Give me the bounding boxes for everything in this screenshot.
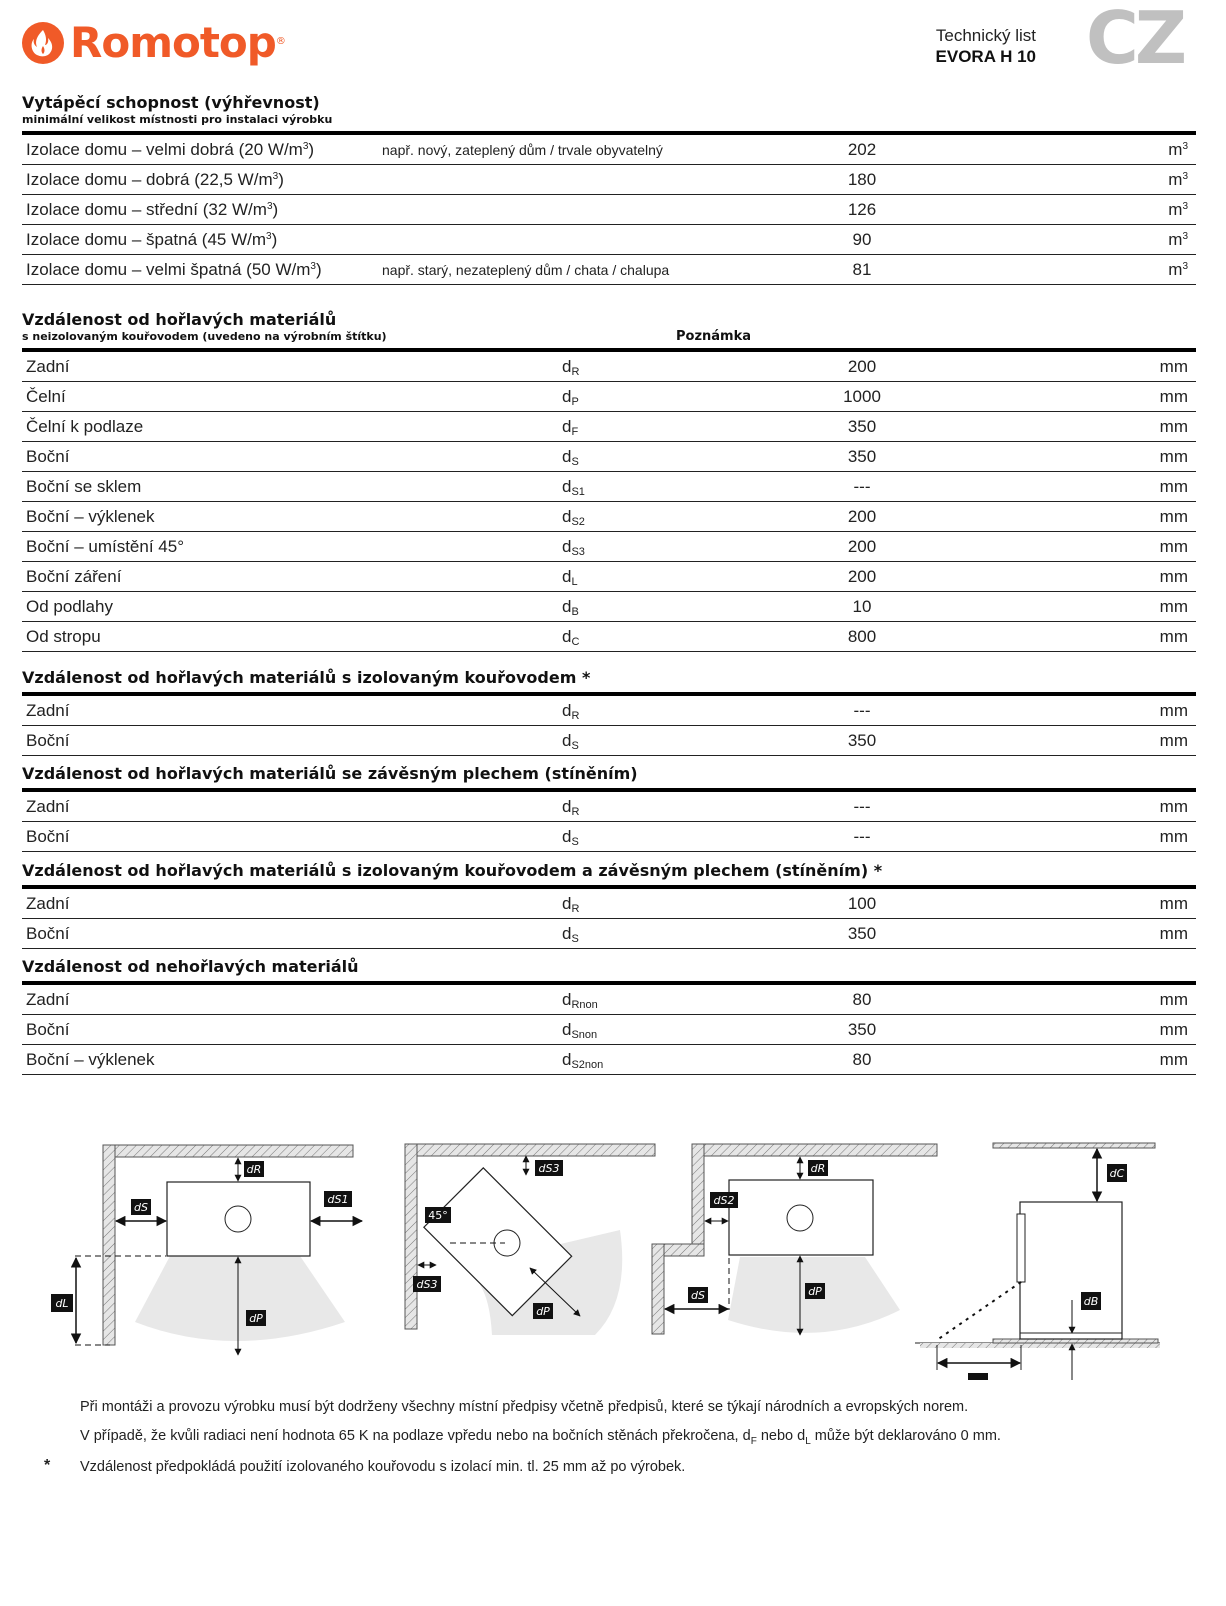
- note-text: může být deklarováno 0 mm.: [810, 1428, 1001, 1444]
- row-label: Boční: [26, 827, 70, 846]
- row-unit: $m^3$: [1168, 230, 1188, 249]
- row-unit: mm: [1159, 1050, 1188, 1069]
- row-value: 180: [847, 170, 877, 189]
- row-value: ---: [853, 827, 871, 846]
- footer-insulation-note: Vzdálenost předpokládá použití izolovaného kouřovodu s izolací min. tl. 25 mm až po výrobek.: [80, 1459, 686, 1475]
- svg-text:dP: dP: [249, 1312, 263, 1325]
- row-symbol: $d_C$: [562, 627, 580, 648]
- row-symbol: $d_R$: [562, 894, 580, 915]
- table-row: [22, 726, 1196, 756]
- row-unit: mm: [1159, 1020, 1188, 1039]
- row-value: 350: [847, 924, 877, 943]
- row-unit: $m^3$: [1168, 200, 1188, 219]
- diagram-niche-placement: [652, 1144, 937, 1335]
- table-row: [22, 352, 1196, 382]
- table-row: [22, 919, 1196, 949]
- row-value: 126: [847, 200, 877, 219]
- row-unit: mm: [1159, 387, 1188, 406]
- section-title: Vzdálenost od hořlavých materiálů: [22, 310, 337, 329]
- row-unit: mm: [1159, 597, 1188, 616]
- row-value: 200: [847, 357, 877, 376]
- row-value: 200: [847, 537, 877, 556]
- row-label: Izolace domu – špatná (45 $W/m^3$): [26, 230, 278, 249]
- section-subtitle: s neizolovaným kouřovodem (uvedeno na výrobním štítku): [22, 330, 387, 343]
- table-row: [22, 1015, 1196, 1045]
- row-unit: mm: [1159, 701, 1188, 720]
- row-symbol: $d_R$: [562, 797, 580, 818]
- flame-logo-icon: [22, 22, 64, 64]
- row-value: 81: [852, 260, 872, 279]
- svg-text:dP: dP: [536, 1305, 550, 1318]
- section-title: Vzdálenost od hořlavých materiálů s izolovaným kouřovodem a závěsným plechem (stíněním) *: [22, 861, 883, 880]
- row-symbol: $d_F$: [562, 417, 579, 438]
- row-label: Zadní: [26, 894, 70, 913]
- row-label: Boční – výklenek: [26, 507, 155, 526]
- row-unit: mm: [1159, 537, 1188, 556]
- svg-text:dR: dR: [810, 1162, 826, 1175]
- row-symbol: $d_{S1}$: [562, 477, 585, 498]
- table-row: [22, 472, 1196, 502]
- row-unit: mm: [1159, 447, 1188, 466]
- row-symbol: $d_L$: [562, 567, 578, 588]
- row-note: např. starý, nezateplený dům / chata / chalupa: [382, 262, 670, 278]
- svg-text:dS3: dS3: [538, 1162, 560, 1175]
- row-value: 80: [852, 990, 872, 1009]
- row-symbol: $d_S$: [562, 827, 579, 848]
- row-note: např. nový, zateplený dům / trvale obyvatelný: [382, 142, 663, 158]
- table-row: [22, 696, 1196, 726]
- row-value: 80: [852, 1050, 872, 1069]
- row-value: 202: [847, 140, 877, 159]
- row-value: 1000: [843, 387, 881, 406]
- table-row: [22, 165, 1196, 195]
- row-unit: mm: [1159, 567, 1188, 586]
- row-symbol: $d_R$: [562, 701, 580, 722]
- row-label: Čelní: [26, 387, 66, 406]
- table-row: [22, 592, 1196, 622]
- document-type: Technický list: [935, 26, 1036, 45]
- row-label: Izolace domu – velmi špatná (50 $W/m^3$): [26, 260, 322, 279]
- insulated-shield-section: [22, 861, 1196, 949]
- row-label: Zadní: [26, 357, 70, 376]
- table-row: [22, 985, 1196, 1015]
- row-value: 90: [852, 230, 872, 249]
- row-value: 200: [847, 567, 877, 586]
- row-unit: mm: [1159, 731, 1188, 750]
- row-label: Boční se sklem: [26, 477, 142, 496]
- note-text: nebo d: [756, 1428, 806, 1444]
- registered-mark: ®: [275, 35, 286, 47]
- insulated-flue-section: [22, 668, 1196, 756]
- section-title: Vytápěcí schopnost (výhřevnost): [22, 93, 320, 112]
- row-value: 350: [847, 731, 877, 750]
- table-row: [22, 412, 1196, 442]
- row-value: 10: [852, 597, 872, 616]
- section-title: Vzdálenost od nehořlavých materiálů: [22, 957, 359, 976]
- page-header: [0, 0, 1226, 90]
- row-symbol: $d_S$: [562, 731, 579, 752]
- row-label: Izolace domu – dobrá (22,5 $W/m^3$): [26, 170, 284, 189]
- table-row: [22, 622, 1196, 652]
- row-label: Čelní k podlaze: [26, 417, 144, 436]
- row-symbol: $d_B$: [562, 597, 579, 618]
- diagram-corner-45-placement: [405, 1144, 655, 1335]
- row-unit: mm: [1159, 797, 1188, 816]
- svg-text:dB: dB: [1083, 1295, 1099, 1308]
- row-label: Zadní: [26, 990, 70, 1009]
- row-symbol: $d_S$: [562, 924, 579, 945]
- row-unit: mm: [1159, 627, 1188, 646]
- svg-text:dP: dP: [808, 1285, 822, 1298]
- row-value: 100: [847, 894, 877, 913]
- table-row: [22, 502, 1196, 532]
- svg-text:dR: dR: [246, 1163, 262, 1176]
- row-unit: mm: [1159, 417, 1188, 436]
- row-label: Izolace domu – střední (32 $W/m^3$): [26, 200, 279, 219]
- romotop-logo: [22, 18, 286, 67]
- row-symbol: $d_{S3}$: [562, 537, 585, 558]
- row-symbol: $d_{S2}$: [562, 507, 585, 528]
- note-text: V případě, že kvůli radiaci není hodnota 65 K na podlaze vpředu nebo na bočních stěnách překročena, d: [80, 1428, 751, 1444]
- row-label: Zadní: [26, 701, 70, 720]
- section-title: Vzdálenost od hořlavých materiálů se závěsným plechem (stíněním): [22, 764, 638, 783]
- row-label: Izolace domu – velmi dobrá (20 $W/m^3$): [26, 140, 315, 159]
- row-unit: $m^3$: [1168, 140, 1188, 159]
- table-row: [22, 442, 1196, 472]
- clearance-diagrams: [0, 1100, 1226, 1380]
- table-row: [22, 889, 1196, 919]
- row-value: ---: [853, 477, 871, 496]
- row-label: Zadní: [26, 797, 70, 816]
- row-value: 350: [847, 417, 877, 436]
- row-symbol: $d_P$: [562, 387, 579, 408]
- shield-section: [22, 764, 1196, 852]
- svg-text:dS3: dS3: [416, 1278, 438, 1291]
- asterisk-marker: *: [44, 1457, 51, 1474]
- table-row: [22, 225, 1196, 255]
- row-label: Od stropu: [26, 627, 101, 646]
- diagram-side-view: [915, 1143, 1160, 1380]
- footer-radiation-note: [80, 1428, 1001, 1447]
- section-subtitle: minimální velikost místnosti pro instalaci výrobku: [22, 113, 333, 126]
- heating-capacity-section: [22, 93, 1196, 285]
- row-value: ---: [853, 701, 871, 720]
- row-value: ---: [853, 797, 871, 816]
- table-row: [22, 562, 1196, 592]
- row-unit: mm: [1159, 894, 1188, 913]
- row-value: 350: [847, 1020, 877, 1039]
- row-unit: $m^3$: [1168, 170, 1188, 189]
- row-unit: mm: [1159, 477, 1188, 496]
- row-symbol: $d_{Snon}$: [562, 1020, 598, 1041]
- row-value: 800: [847, 627, 877, 646]
- diagram-standard-placement: [51, 1145, 362, 1355]
- note-column-header: Poznámka: [676, 329, 752, 344]
- note-sub: F: [750, 1435, 757, 1447]
- language-code: CZ: [1086, 0, 1184, 80]
- row-unit: mm: [1159, 827, 1188, 846]
- svg-text:dS2: dS2: [713, 1194, 735, 1207]
- row-value: 200: [847, 507, 877, 526]
- row-unit: mm: [1159, 357, 1188, 376]
- svg-text:dS: dS: [134, 1201, 148, 1214]
- brand-name: Romotop: [70, 18, 276, 67]
- table-row: [22, 822, 1196, 852]
- row-symbol: $d_{Rnon}$: [562, 990, 598, 1011]
- row-unit: mm: [1159, 990, 1188, 1009]
- svg-text:dL: dL: [55, 1297, 69, 1310]
- table-row: [22, 792, 1196, 822]
- row-symbol: $d_R$: [562, 357, 580, 378]
- svg-text:dC: dC: [1109, 1167, 1125, 1180]
- table-row: [22, 255, 1196, 285]
- table-row: [22, 382, 1196, 412]
- table-row: [22, 532, 1196, 562]
- table-row: [22, 135, 1196, 165]
- row-symbol: $d_{S2non}$: [562, 1050, 604, 1071]
- flammable-distance-section: [22, 310, 1196, 652]
- svg-text:45°: 45°: [428, 1209, 448, 1222]
- row-label: Boční záření: [26, 567, 122, 586]
- section-subtitle-row: [22, 330, 1196, 344]
- footer-regulation-note: Při montáži a provozu výrobku musí být dodrženy všechny místní předpisy včetně předpisů, které se týkají národních a evropských norem.: [80, 1399, 969, 1415]
- nonflammable-section: [22, 957, 1196, 1075]
- row-value: 350: [847, 447, 877, 466]
- row-label: Boční: [26, 731, 70, 750]
- row-unit: mm: [1159, 507, 1188, 526]
- row-label: Od podlahy: [26, 597, 113, 616]
- row-label: Boční – výklenek: [26, 1050, 155, 1069]
- row-label: Boční – umístění 45°: [26, 537, 184, 556]
- svg-text:dS1: dS1: [327, 1193, 349, 1206]
- row-unit: $m^3$: [1168, 260, 1188, 279]
- table-row: [22, 1045, 1196, 1075]
- row-label: Boční: [26, 1020, 70, 1039]
- row-label: Boční: [26, 924, 70, 943]
- row-unit: mm: [1159, 924, 1188, 943]
- product-model: EVORA H 10: [935, 47, 1036, 66]
- svg-text:dS: dS: [691, 1289, 705, 1302]
- section-title: Vzdálenost od hořlavých materiálů s izolovaným kouřovodem *: [22, 668, 591, 687]
- row-label: Boční: [26, 447, 70, 466]
- table-row: [22, 195, 1196, 225]
- note-sub: L: [805, 1435, 811, 1447]
- row-symbol: $d_S$: [562, 447, 579, 468]
